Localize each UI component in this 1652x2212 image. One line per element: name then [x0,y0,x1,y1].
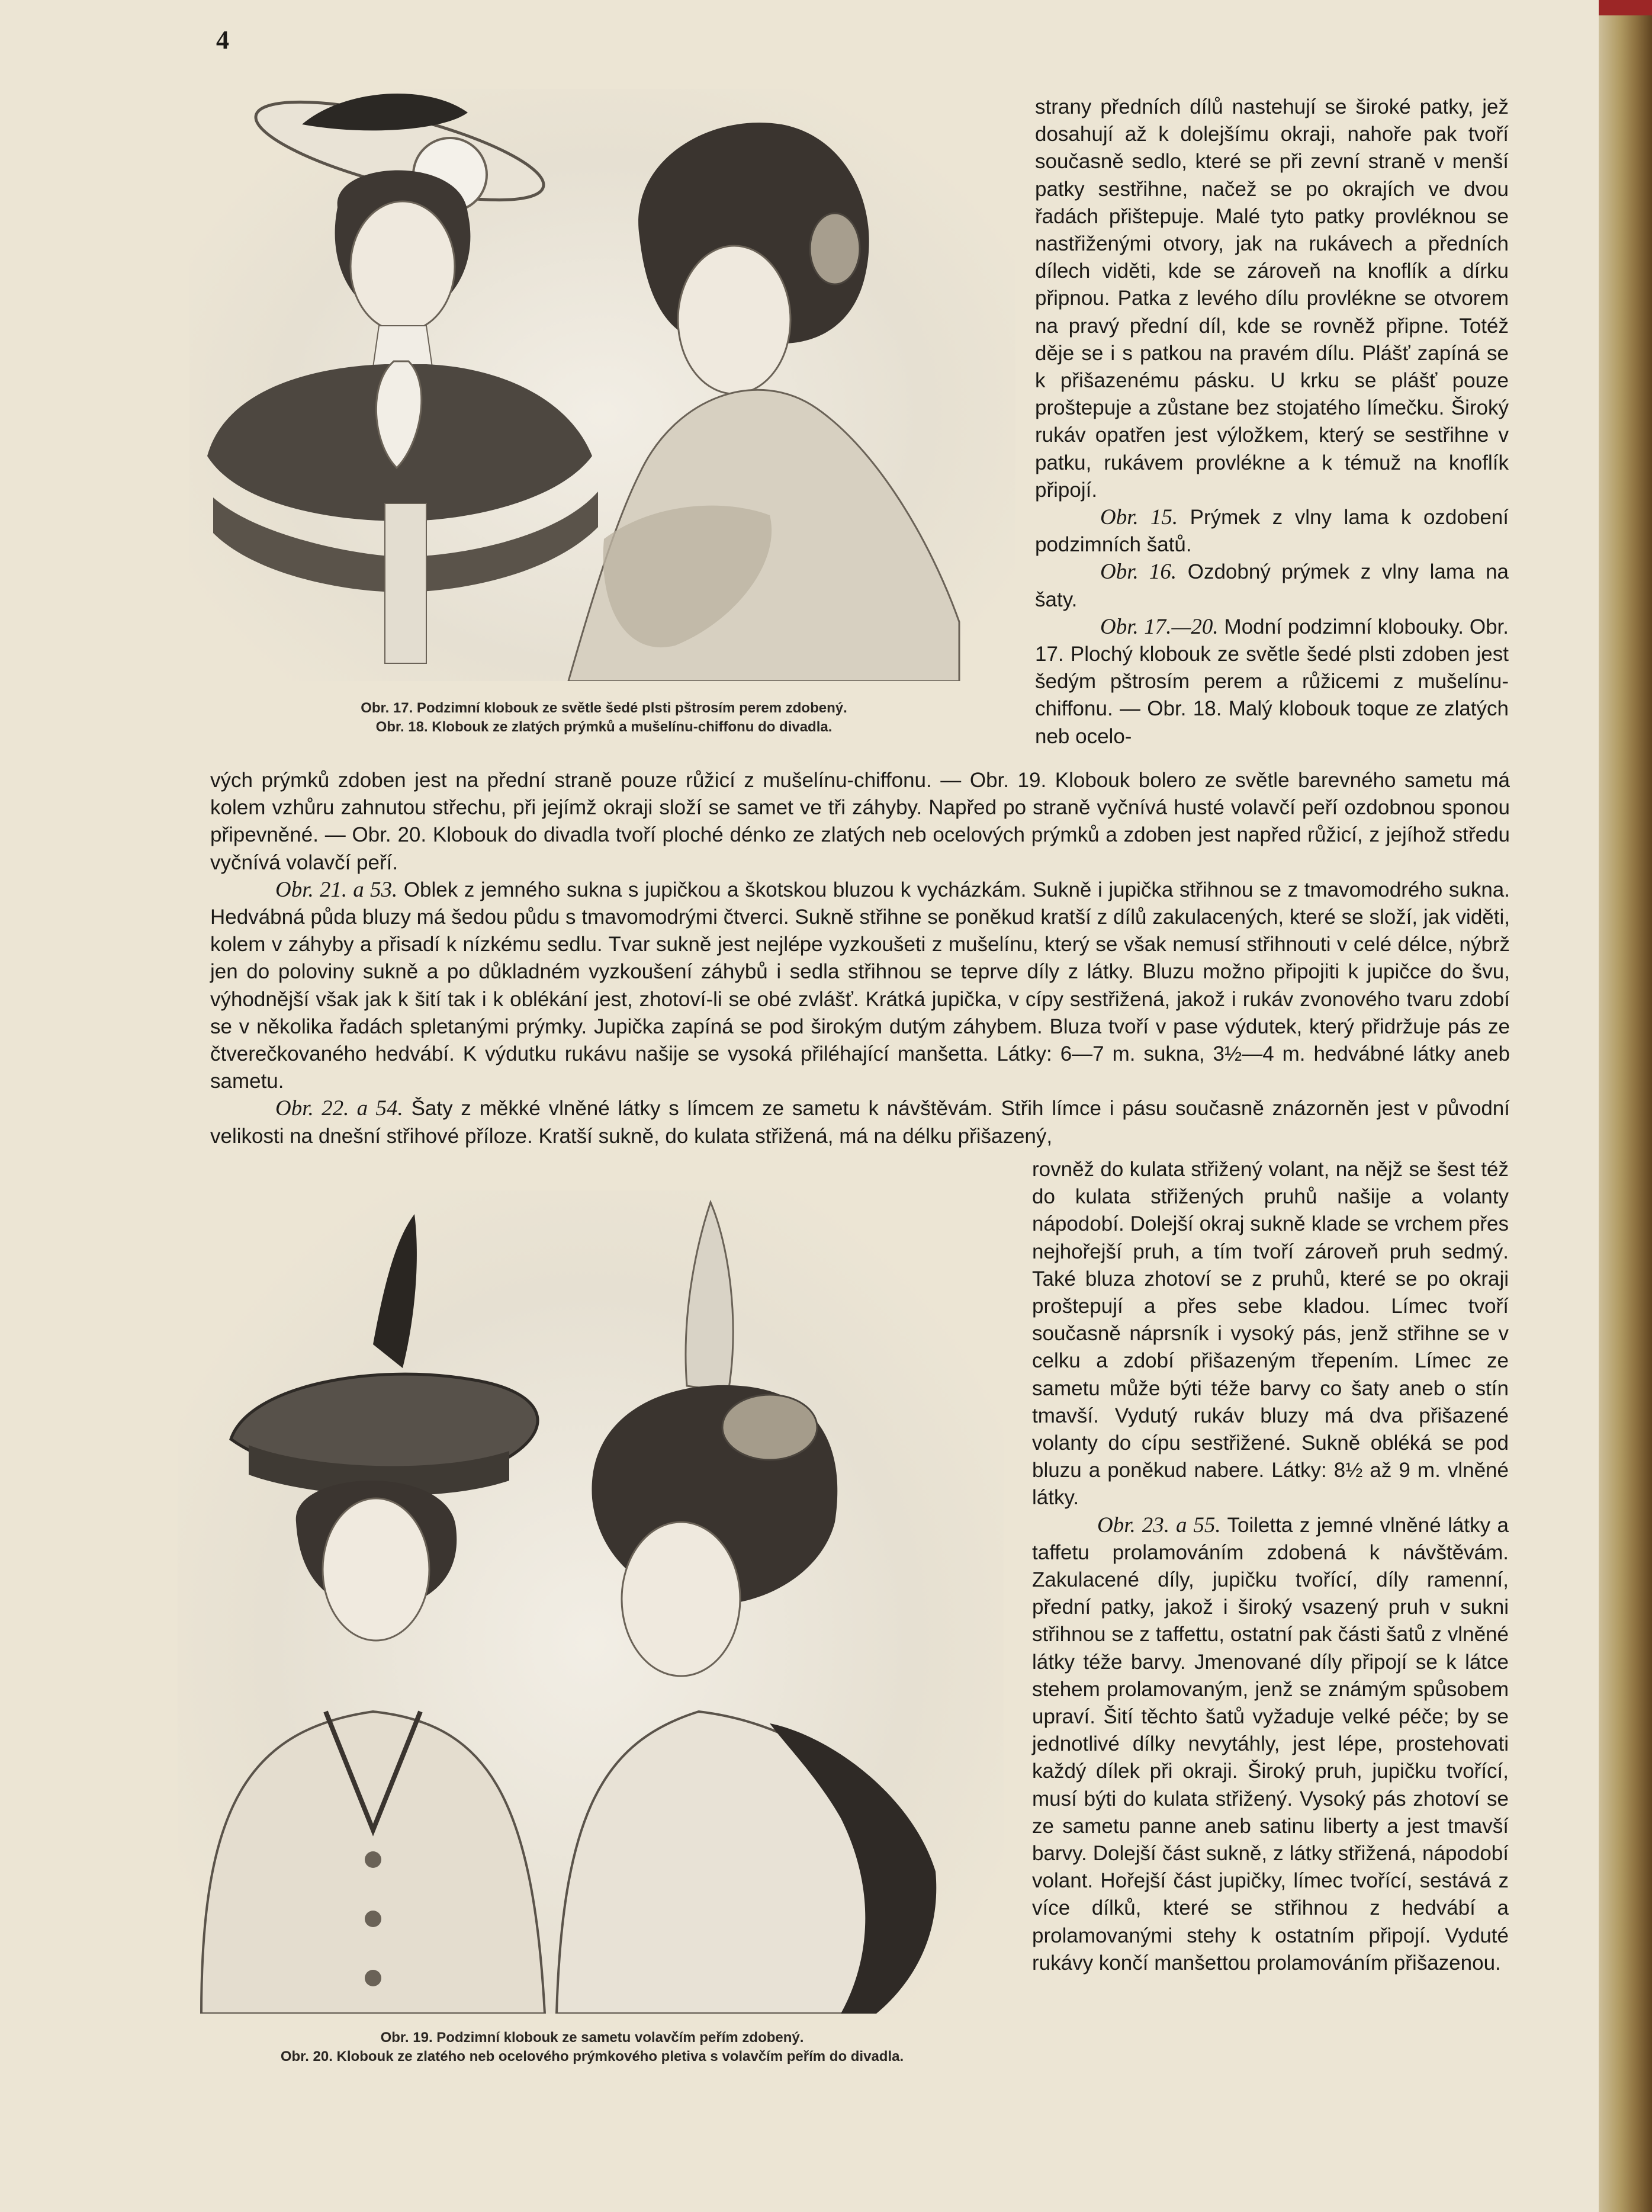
figure-reference: Obr. 15. [1100,505,1178,530]
paragraph-text: Prýmek z vlny lama k ozdobení podzimních šatů. [1035,506,1509,557]
paragraph: strany předních dílů nastehují se široké patky, jež dosahují až k dolejšímu okraji, nahoře pak tvoří současně sedlo, které se při zevní straně v menší patky sestřihne, načež se po okrajích ve dvou řadách přištepuje. Malé tyto patky provléknou se nastřiženými otvory, jak na rukávech a předních dílech viděti, kde se zároveň na knoflík a dírku připnou. Patka z levého dílu provlékne se otvorem na pravý přední díl, kde se rovněž připne. Totéž děje se i s patkou na pravém dílu. Plášť zapíná se k přišazenému pásku. U krku se plášť pouze proštepuje a zůstane bez stojatého límečku. Široký rukáv opatřen jest výložkem, který se sestřihne v patku, rukávem provlékne a k témuž na knoflík připojí. [1035,95,1509,502]
illustration-hats-17-18 [189,89,1015,681]
figure-woman-20 [557,1202,936,2014]
paragraph-text: Toiletta z jemné vlněné látky a taffetu prolamováním zdobená k návštěvám. Zakulacené díly, jupičku tvořící, díly ramenní, přední patky, jakož i široký vsazený pruh v sukni střihnou se z taffettu, ostatní pak části šatů z vlněné látky téže barvy. Jmenované díly připojí se k látce stehem prolamovaným, jenž se známým spůsobem upraví. Šití těchto šatů vyžaduje velké péče; by se jednotlivé dílky nevytáhly, jest lépe, prostehovati každý dílek při okraji. Široký pruh, jupičku tvořící, musí býti do kulata střižený. Vysoký pás zhotoví se ze sametu panne aneb satinu liberty a jest tmavší barvy. Dolejší část sukně, z látky střižená, nápodobí volant. Hořejší část jupičky, límec tvořící, sestává z více dílků, které se střihnou z hedvábí a prolamovanými stehy k ostatním připojí. Vyduté rukávy končí manšettou prolamováním přišazenou. [1032,1513,1509,1975]
paragraph [210,1095,1510,1150]
paragraph [1035,558,1509,613]
caption-line-19: Obr. 19. Podzimní klobouk ze sametu volavčím peřím zdobený. [380,2030,804,2046]
figure-reference: Obr. 17.—20. [1100,614,1219,639]
text-column-right-bottom [1032,1156,1509,1977]
figure-reference: Obr. 22. a 54. [275,1096,403,1121]
book-spine-red-band [1599,0,1652,15]
text-column-right-top [1035,94,1509,750]
paragraph [1032,1512,1509,1977]
caption-line-20: Obr. 20. Klobouk ze zlatého neb ocelového prýmkového pletiva s volavčím peřím do divadla. [280,2048,904,2065]
paragraph-text: Oblek z jemného sukna s jupičkou a škotskou bluzou k vycházkám. Sukně i jupička střihnou se z tmavomodrého sukna. Hedvábná půda bluzy má šedou půdu s tmavomodrými čtverci. Sukně střihne se poněkud kratší z dílů zakulacených, které se složí, jak viděti, kolem v záhyby a přisadí k nízkému sedlu. Tvar sukně jest nejlépe vyzkoušeti z mušelínu, který se však nemusí střihnouti v celé délce, nýbrž jen do poloviny sukně a po důkladném vyzkoušení záhybů i sedla střihnou se teprve díly z látky. Bluzu možno připojiti k jupičce do švu, výhodnější však jak k šití tak i k oblékání jest, zhotoví-li se obé zvlášť. Krátká jupička, v cípy sestřižená, jakož i rukáv zvonového tvaru zdobí se v několika řadách spletanými prýmky. Jupička zapíná se pod širokým dutým záhybem. Bluza tvoří v pase výdutek, který přidržuje pás ze čtverečkovaného hedvábí. K výdutku rukávu našije se vysoká přiléhající manšetta. Látky: 6—7 m. sukna, 3½—4 m. hedvábné látky aneb sametu. [210,878,1510,1093]
caption-figures-19-20 [178,2028,1007,2066]
paragraph [1035,614,1509,750]
paragraph: rovněž do kulata střižený volant, na nějž se šest též do kulata střižených pruhů našije a volanty nápodobí. Dolejší okraj sukně klade se vrchem přes nejhořejší pruh, a tím tvoří zároveň pruh sedmý. Také bluza zhotoví se z pruhů, které se po okraji proštepují a přes sebe kladou. Límec tvoří současně náprsník i vysoký pás, jenž střihne se v celku a zdobí přišazeným třepením. Límec ze sametu může býti téže barvy co šaty aneb o stín tmavší. Vydutý rukáv bluzy má dva přišazené volanty do cípu sestřižené. Sukně obléká se pod bluzu a poněkud nabere. Látky: 8½ až 9 m. vlněné látky. [1032,1158,1509,1510]
paragraph-text: Ozdobný prýmek z vlny lama na šaty. [1035,560,1509,611]
page-number: 4 [216,25,229,54]
paragraph [210,877,1510,1096]
figure-woman-19 [201,1214,545,2014]
caption-line-17: Obr. 17. Podzimní klobouk ze světle šedé plsti pštrosím perem zdobený. [361,700,847,716]
illustration-drawing-top [189,89,1015,681]
figure-reference: Obr. 16. [1100,560,1177,585]
paragraph [1035,504,1509,558]
text-full-width [210,767,1510,1150]
caption-figures-17-18 [249,699,959,736]
figure-reference: Obr. 23. a 55. [1097,1513,1221,1537]
paragraph: vých prýmků zdoben jest na přední straně pouze růžicí z mušelínu-chiffonu. — Obr. 19. Klobouk bolero ze světle barevného sametu má kolem vzhůru zahnutou střechu, při jejímž okraji složí se samet ve tři záhyby. Napřed po straně vyčnívá husté volavčí peří ozdobnou sponou připevněné. — Obr. 20. Klobouk do divadla tvoří ploché dénko ze zlatých neb ocelových prýmků a zdoben jest napřed růžicí, z jejíhož středu vyčnívá volavčí peří. [210,769,1510,874]
paragraph-text: Šaty z měkké vlněné látky s límcem ze sametu k návštěvám. Střih límce i pásu současně znázorněn jest v původní velikosti na dnešní střihové příloze. Kratší sukně, do kulata střižená, má na délku přišazený, [210,1097,1510,1148]
illustration-hats-19-20 [178,1190,1004,2014]
book-spine-edge [1599,0,1652,2212]
figure-woman-17 [207,89,598,663]
illustration-drawing-bottom [178,1190,1004,2014]
figure-reference: Obr. 21. a 53. [275,877,398,902]
paragraph-text: Modní podzimní klobouky. Obr. 17. Plochý klobouk ze světle šedé plsti zdoben jest šedým pštrosím perem a růžicemi z mušelínu-chiffonu. — Obr. 18. Malý klobouk toque ze zlatých neb ocelo- [1035,615,1509,748]
caption-line-18: Obr. 18. Klobouk ze zlatých prýmků a mušelínu-chiffonu do divadla. [375,718,833,735]
figure-woman-18 [568,123,959,681]
